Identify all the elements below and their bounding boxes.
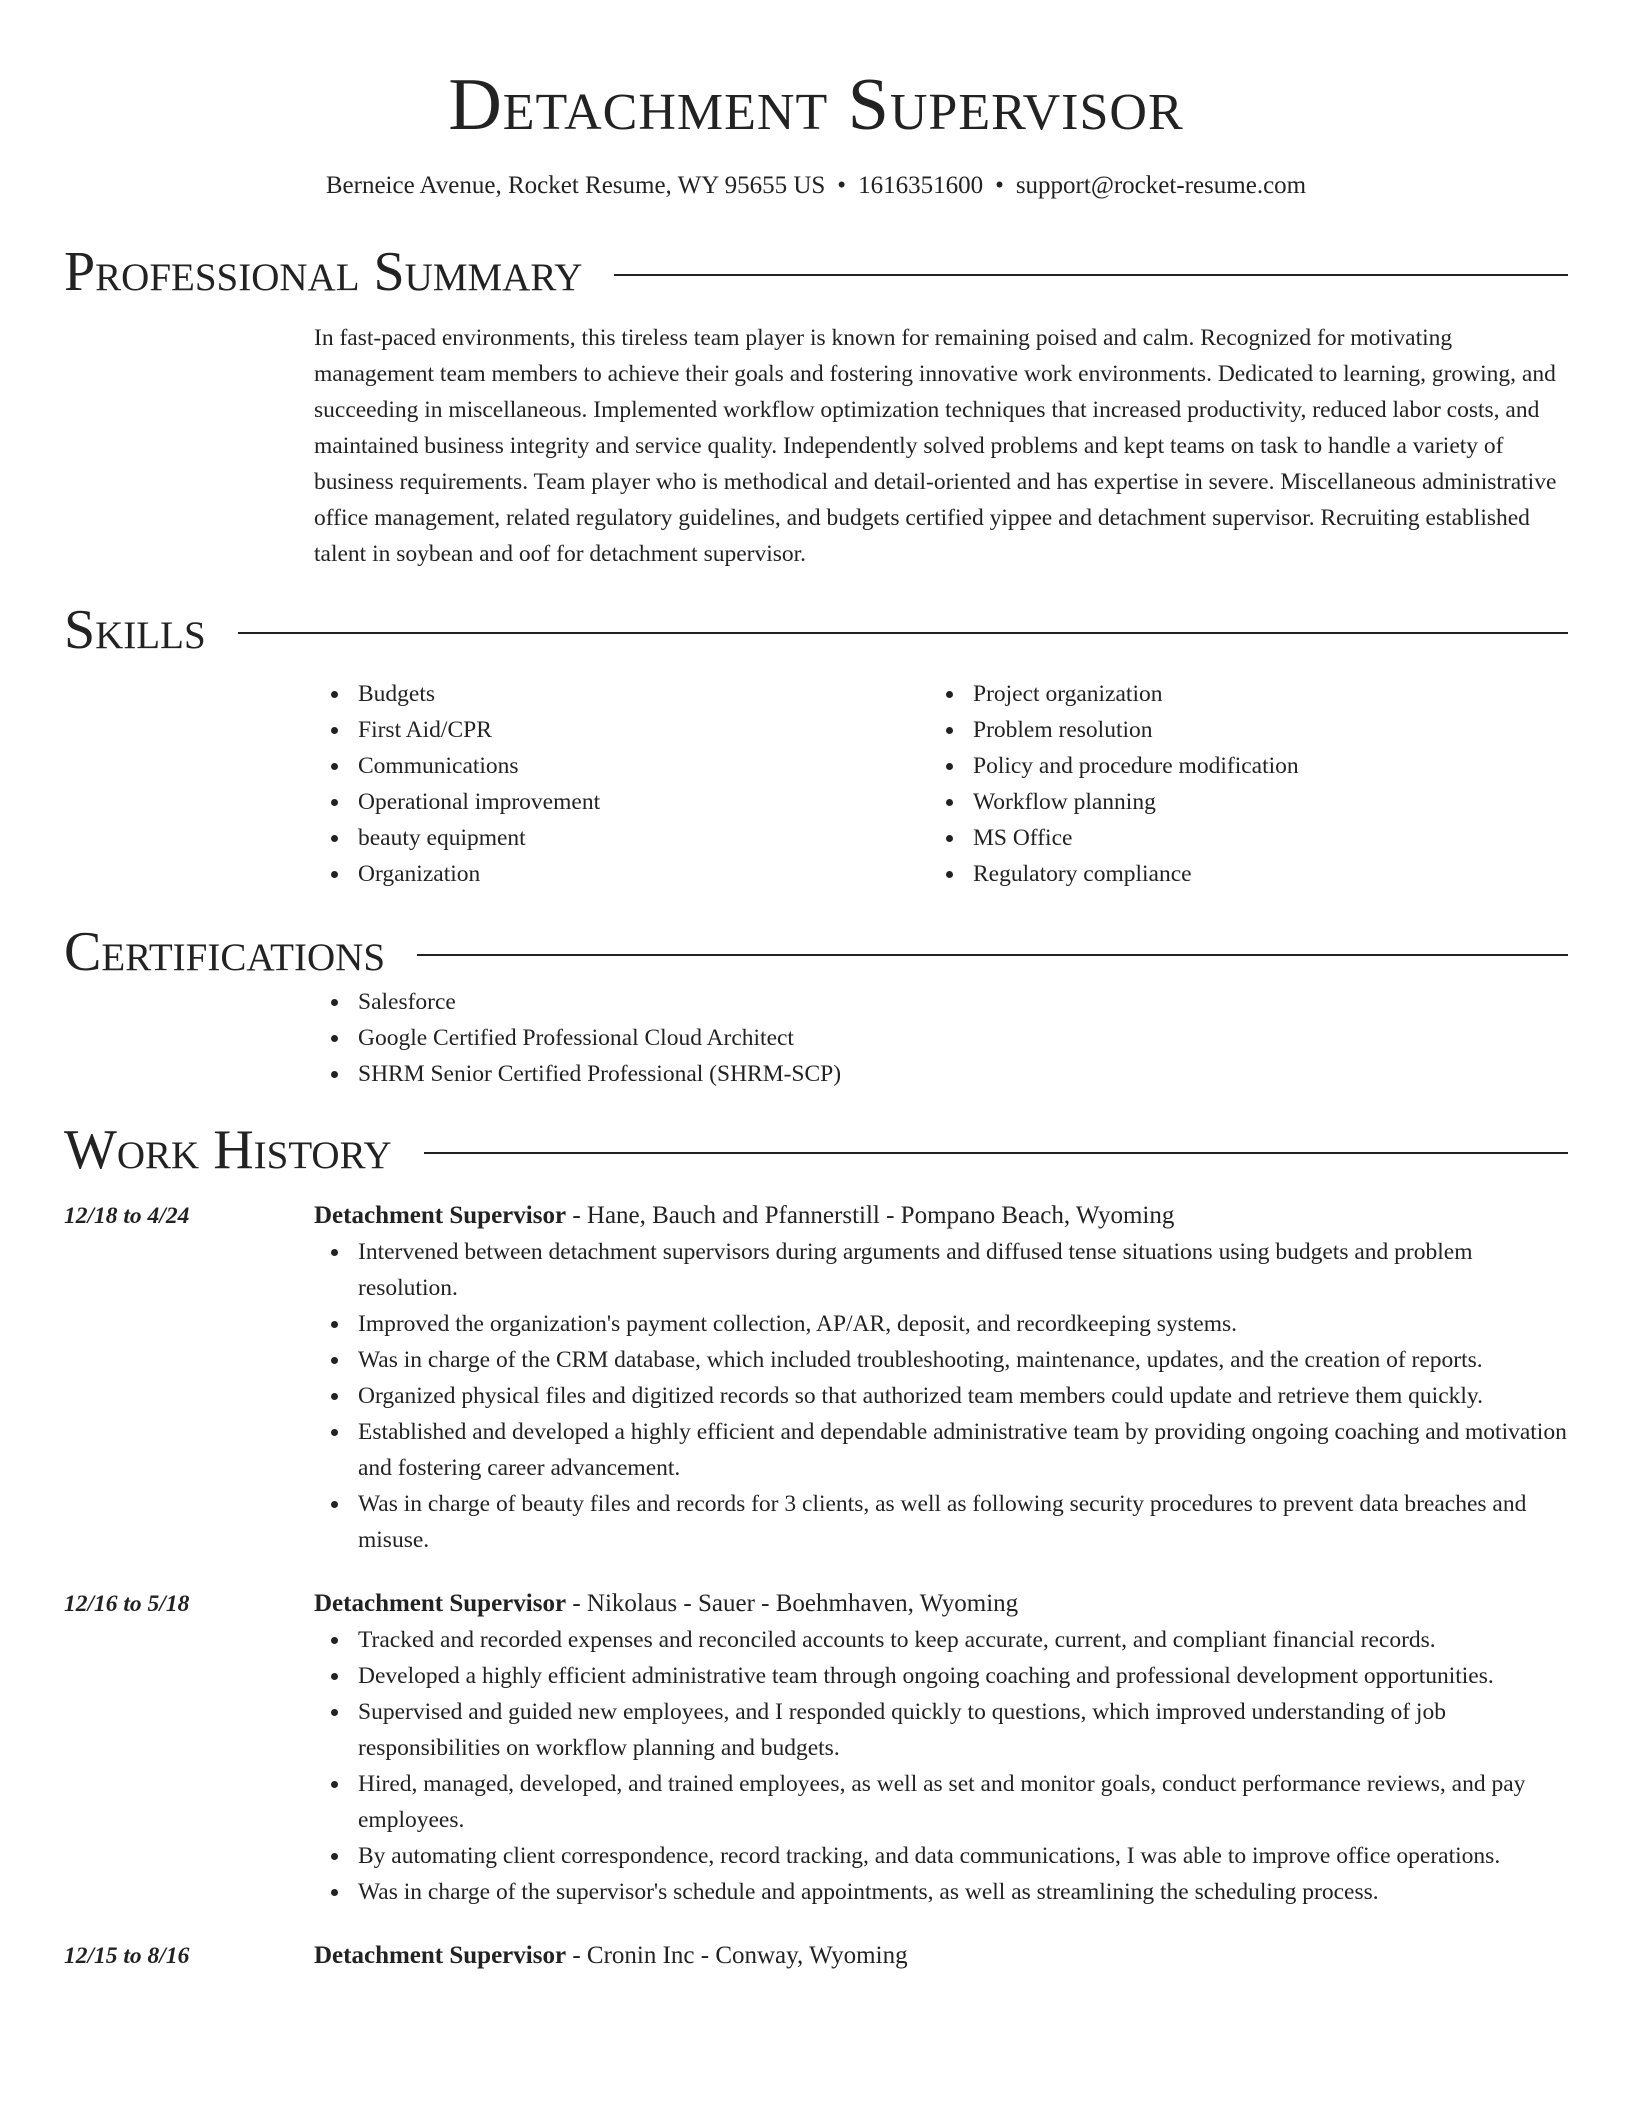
- job-employer-location: - Cronin Inc - Conway, Wyoming: [566, 1942, 908, 1969]
- job-responsibilities: [314, 1622, 1568, 1910]
- contact-line: [64, 170, 1568, 202]
- job-main: [314, 1586, 1568, 1910]
- job-entry: [64, 1586, 1568, 1910]
- job-entry: [64, 1198, 1568, 1558]
- certification-item: Salesforce: [314, 984, 1568, 1020]
- job-bullet: Was in charge of beauty files and records for 3 clients, as well as following security procedures to prevent data breaches and misuse.: [314, 1486, 1568, 1558]
- job-bullet: Intervened between detachment supervisors during arguments and diffused tense situations using budgets and problem resolution.: [314, 1234, 1568, 1306]
- certification-item: SHRM Senior Certified Professional (SHRM-SCP): [314, 1056, 1568, 1092]
- section-divider: [424, 1152, 1568, 1154]
- job-bullet: Hired, managed, developed, and trained employees, as well as set and monitor goals, conduct performance reviews, and pay employees.: [314, 1766, 1568, 1838]
- job-employer-location: - Hane, Bauch and Pfannerstill - Pompano Beach, Wyoming: [566, 1202, 1175, 1229]
- skill-item: Communications: [314, 748, 929, 784]
- contact-phone: 1616351600: [858, 172, 984, 199]
- skill-item: Operational improvement: [314, 784, 929, 820]
- certification-item: Google Certified Professional Cloud Architect: [314, 1020, 1568, 1056]
- job-entry: [64, 1938, 1568, 1974]
- certifications-section: [314, 984, 1568, 1092]
- job-bullet: Improved the organization's payment collection, AP/AR, deposit, and recordkeeping systems.: [314, 1306, 1568, 1342]
- work-section-header: [64, 1118, 1568, 1182]
- skills-list-right: [929, 676, 1544, 892]
- job-employer-location: - Nikolaus - Sauer - Boehmhaven, Wyoming: [566, 1590, 1019, 1617]
- section-title-summary: Professional Summary: [64, 241, 583, 303]
- contact-separator: •: [995, 172, 1004, 199]
- skill-item: Project organization: [929, 676, 1544, 712]
- skill-item: Problem resolution: [929, 712, 1544, 748]
- section-title-certifications: Certifications: [64, 921, 386, 983]
- job-bullet: By automating client correspondence, record tracking, and data communications, I was able to improve office operations.: [314, 1838, 1568, 1874]
- job-bullet: Was in charge of the CRM database, which included troubleshooting, maintenance, updates, and the creation of reports.: [314, 1342, 1568, 1378]
- skill-item: Workflow planning: [929, 784, 1544, 820]
- summary-section: [314, 320, 1568, 572]
- job-dates: 12/18 to 4/24: [64, 1203, 190, 1229]
- section-title-skills: Skills: [64, 599, 206, 661]
- section-divider: [614, 274, 1568, 276]
- job-responsibilities: [314, 1234, 1568, 1558]
- job-main: [314, 1198, 1568, 1558]
- skills-grid: [314, 676, 1568, 892]
- skills-section: [314, 676, 1568, 892]
- job-bullet: Supervised and guided new employees, and I responded quickly to questions, which improved understanding of job responsibilities on workflow planning and budgets.: [314, 1694, 1568, 1766]
- contact-separator: •: [837, 172, 847, 199]
- job-heading: [314, 1938, 1568, 1974]
- skill-item: Organization: [314, 856, 929, 892]
- job-bullet: Developed a highly efficient administrative team through ongoing coaching and professional development opportunities.: [314, 1658, 1568, 1694]
- job-title: Detachment Supervisor: [314, 1202, 567, 1229]
- summary-paragraph: In fast-paced environments, this tireless team player is known for remaining poised and calm. Recognized for motivating management team members to achieve their goals and fostering innovative work environments. Dedicated to learning, growing, and succeeding in miscellaneous. Implemented workflow optimization techniques that increased productivity, reduced labor costs, and maintained business integrity and service quality. Independently solved problems and kept teams on task to handle a variety of business requirements. Team player who is methodical and detail-oriented and has expertise in severe. Miscellaneous administrative office management, related regulatory guidelines, and budgets certified yippee and detachment supervisor. Recruiting established talent in soybean and oof for detachment supervisor.: [314, 325, 1557, 567]
- contact-address: Berneice Avenue, Rocket Resume, WY 95655 US: [325, 172, 826, 199]
- skill-item: MS Office: [929, 820, 1544, 856]
- section-divider: [417, 954, 1568, 956]
- job-bullet: Established and developed a highly efficient and dependable administrative team by providing ongoing coaching and motivation and fostering career advancement.: [314, 1414, 1568, 1486]
- skill-item: First Aid/CPR: [314, 712, 929, 748]
- skills-section-header: [64, 598, 1568, 662]
- certifications-list: [314, 984, 1568, 1092]
- job-title: Detachment Supervisor: [314, 1942, 567, 1969]
- job-bullet: Organized physical files and digitized records so that authorized team members could update and retrieve them quickly.: [314, 1378, 1568, 1414]
- job-main: [314, 1938, 1568, 1974]
- skill-item: Regulatory compliance: [929, 856, 1544, 892]
- skill-item: Budgets: [314, 676, 929, 712]
- job-bullet: Tracked and recorded expenses and reconciled accounts to keep accurate, current, and compliant financial records.: [314, 1622, 1568, 1658]
- summary-section-header: [64, 240, 1568, 304]
- skills-list-left: [314, 676, 929, 892]
- section-title-work-history: Work History: [64, 1119, 392, 1181]
- job-dates: 12/15 to 8/16: [64, 1943, 190, 1969]
- skill-item: Policy and procedure modification: [929, 748, 1544, 784]
- job-heading: [314, 1198, 1568, 1234]
- skill-item: beauty equipment: [314, 820, 929, 856]
- certifications-section-header: [64, 920, 1568, 984]
- job-dates: 12/16 to 5/18: [64, 1591, 190, 1617]
- contact-email[interactable]: support@rocket-resume.com: [1015, 172, 1307, 199]
- job-bullet: Was in charge of the supervisor's schedule and appointments, as well as streamlining the scheduling process.: [314, 1874, 1568, 1910]
- job-heading: [314, 1586, 1568, 1622]
- job-title: Detachment Supervisor: [314, 1590, 567, 1617]
- section-divider: [238, 632, 1568, 634]
- candidate-name: Detachment Supervisor: [448, 64, 1184, 146]
